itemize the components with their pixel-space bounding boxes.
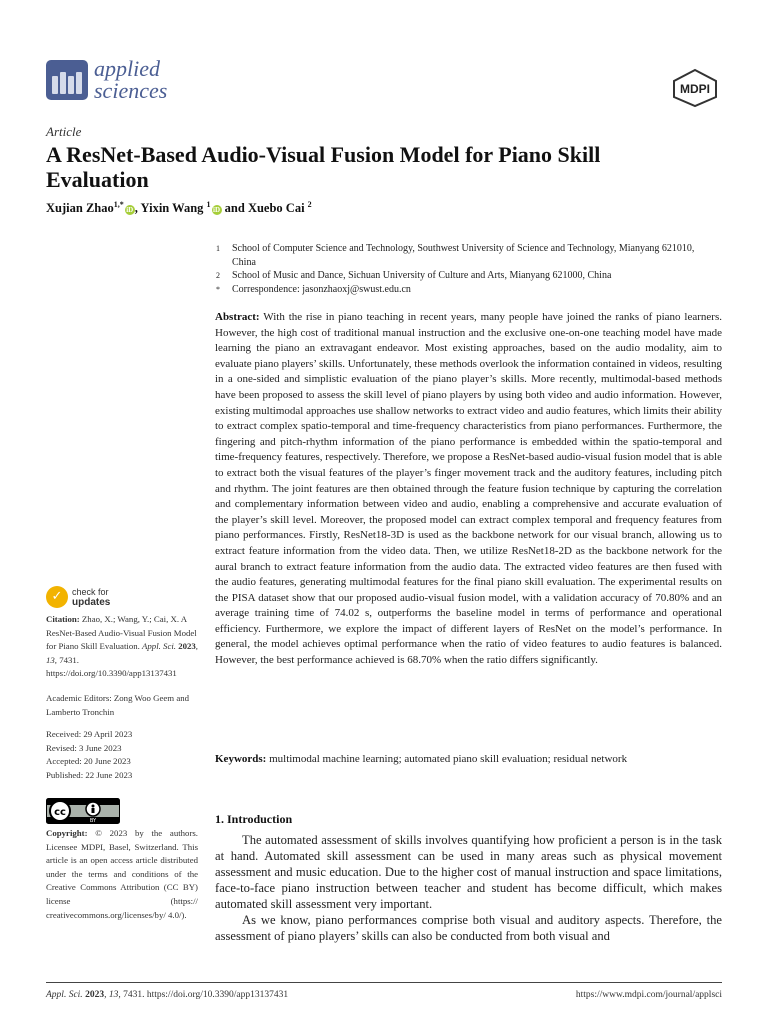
affiliation-mark: 1 xyxy=(216,244,220,253)
check-for-updates-button[interactable] xyxy=(46,586,110,608)
citation-year: 2023 xyxy=(178,641,196,652)
affiliation-item xyxy=(216,269,716,283)
svg-text:cc: cc xyxy=(54,807,66,818)
date-revised: Revised: 3 June 2023 xyxy=(46,742,122,753)
affiliations xyxy=(216,242,716,296)
abstract-label: Abstract: xyxy=(215,311,260,323)
author-conjunction: and xyxy=(221,201,248,216)
journal-icon xyxy=(46,60,88,100)
check-updates-line2: updates xyxy=(72,596,111,608)
citation-text: Zhao, X.; Wang, Y.; Cai, X. A ResNet-Based Audio-Visual Fusion Model for Piano Skill Evaluation. xyxy=(46,614,197,652)
author-name[interactable]: Xuebo Cai xyxy=(247,201,305,216)
affiliation-mark: 2 xyxy=(216,271,220,280)
affiliation-text: School of Computer Science and Technology, Southwest University of Science and Technology, Mianyang 621010, China xyxy=(232,243,695,268)
footer-journal: Appl. Sci. xyxy=(46,990,83,1000)
author-name[interactable]: Xujian Zhao xyxy=(46,201,114,216)
date-received: Received: 29 April 2023 xyxy=(46,729,133,739)
journal-logo[interactable] xyxy=(46,58,167,102)
paragraph: The automated assessment of skills involves quantifying how proficient a person is in the task at hand. Automated skill assessment can be used in many areas such as physical movement assessment and music education. Due to the higher cost of manual instruction and space limitations, face-to-face piano instruction between teacher and student has become difficult, which makes automated skill assessment very important. xyxy=(215,833,722,911)
citation-volume: 13 xyxy=(46,654,55,665)
keywords xyxy=(215,752,722,767)
footer-journal-url[interactable]: https://www.mdpi.com/journal/applsci xyxy=(575,990,722,1000)
journal-name xyxy=(94,58,167,102)
footer-year: 2023 xyxy=(85,990,105,1000)
affiliation-text: School of Music and Dance, Sichuan University of Culture and Arts, Mianyang 621000, China xyxy=(232,270,612,281)
cc-by-icon xyxy=(46,798,120,824)
journal-name-line2: sciences xyxy=(94,78,168,103)
author-separator: , xyxy=(134,201,141,216)
footer-citation: Appl. Sci. 2023, 13, 7431. https://doi.org/10.3390/app13137431 xyxy=(46,990,289,1000)
correspondence-text[interactable]: Correspondence: jasonzhaoxj@swust.edu.cn xyxy=(232,283,411,295)
cc-by-license-badge[interactable] xyxy=(46,798,120,824)
publisher-name: MDPI xyxy=(680,82,710,96)
check-updates-icon: ✓ xyxy=(46,586,68,608)
section-heading: 1. Introduction xyxy=(215,812,293,826)
author-name[interactable]: Yixin Wang xyxy=(140,201,204,216)
affiliation-mark: * xyxy=(216,284,220,294)
keywords-text: multimodal machine learning; automated piano skill evaluation; residual network xyxy=(269,753,628,765)
orcid-icon[interactable]: iD xyxy=(126,206,134,215)
abstract xyxy=(215,310,722,669)
date-published: Published: 22 June 2023 xyxy=(46,769,133,780)
author-affiliation-sup: 2 xyxy=(307,200,312,209)
journal-name-line1: applied xyxy=(94,56,160,81)
abstract-text: With the rise in piano teaching in recent years, many people have joined the ranks of piano learners. However, the high cost of traditional manual instruction and the exclusive one-on-one teaching model have made learning the piano an extravagant endeavor. Most existing approaches, based on the audio modality, aim to evaluate piano players’ skills. Unfortunately, these methods overlook the information contained in videos, resulting in a one-sided and simplistic evaluation of the piano player’s skills. More recently, multimodal-based methods have been proposed to assess the skill level of piano players by using both video and audio information. However, existing multimodal approaches use shallow networks to extract video and audio features, which limits their ability to extract complex spatio-temporal and time-frequency characteristics from piano performances. Furthermore, the fingering and pitch-rhythm information of the piano performance is embedded within the spatio-temporal and time-frequency features, respectively. Therefore, we propose a ResNet-based audio-visual fusion model that is able to extract both the visual features of the player’s finger movement track and the auditory features, including pitch and rhythm. The joint features are then obtained through the feature fusion technique by capturing the correlation and complementary information between video and audio, enabling a comprehensive and accurate evaluation of the player’s skill level. Moreover, the proposed model can extract complex temporal and frequency features from piano performances. Firstly, ResNet18-3D is used as the backbone network for our visual branch, allowing us to extract feature information from the video data. Then, we utilize ResNet18-2D as the backbone network for the aural branch to extract feature information from the audio data. The extracted video features are then fused with the audio features, generating multimodal features for the final piano skill evaluation. The experimental results on the PISA dataset show that our proposed audio-visual fusion model, with a validation accuracy of 70.80% and an average training time of 74.02 s, outperforms the baseline model in terms of performance and operational efficiency. Furthermore, we explore the impact of different layers of ResNet on the model’s performance. In general, the model achieves optimal performance when the ratio of video features to audio features is balanced. However, the best performance achieved is 68.70% when the ratio differs significantly. xyxy=(215,311,722,667)
article-type: Article xyxy=(46,124,82,139)
footer-doi-link[interactable]: , 7431. https://doi.org/10.3390/app13137431 xyxy=(118,990,289,1000)
citation-doi[interactable]: , 7431. https://doi.org/10.3390/app13137431 xyxy=(46,654,177,679)
article-title: A ResNet-Based Audio-Visual Fusion Model for Piano Skill Evaluation xyxy=(46,142,601,192)
check-updates-text xyxy=(72,587,110,608)
keywords-label: Keywords: xyxy=(215,753,267,765)
paragraph: As we know, piano performances comprise both visual and auditory aspects. Therefore, the assessment of piano players’ skills can also be conducted from both visual and xyxy=(215,913,722,943)
introduction-body xyxy=(215,832,722,944)
copyright-notice xyxy=(46,827,198,922)
orcid-icon[interactable]: iD xyxy=(213,206,221,215)
publication-dates xyxy=(46,728,198,782)
footer-divider xyxy=(46,982,722,983)
academic-editors: Academic Editors: Zong Woo Geem and Lamberto Tronchin xyxy=(46,693,190,717)
author-affiliation-sup: 1 xyxy=(206,200,211,209)
copyright-label: Copyright: xyxy=(46,828,88,838)
cc-by-label: BY xyxy=(89,818,97,824)
check-updates-line1: check for xyxy=(72,586,109,597)
citation-label: Citation: xyxy=(46,614,80,624)
author-affiliation-sup: 1,* xyxy=(113,200,124,209)
mdpi-logo-icon xyxy=(670,68,720,108)
footer-volume: 13 xyxy=(108,990,119,1000)
author-list xyxy=(46,200,312,216)
copyright-text: © 2023 by the authors. Licensee MDPI, Basel, Switzerland. This article is an open access article distributed under the terms and conditions of the Creative Commons Attribution (CC BY) license (https:// creativecommons.org/licenses/by/ 4.0/). xyxy=(46,828,199,920)
citation-journal: Appl. Sci. xyxy=(142,641,176,652)
citation: Citation: Zhao, X.; Wang, Y.; Cai, X. A ResNet-Based Audio-Visual Fusion Model for Piano Skill Evaluation. Appl. Sci. 2023, 13, 7431. https://doi.org/10.3390/app13137431 xyxy=(46,614,198,679)
date-accepted: Accepted: 20 June 2023 xyxy=(46,756,131,767)
affiliation-item xyxy=(216,242,716,269)
affiliation-item xyxy=(216,283,716,297)
publisher-logo[interactable] xyxy=(670,68,720,108)
